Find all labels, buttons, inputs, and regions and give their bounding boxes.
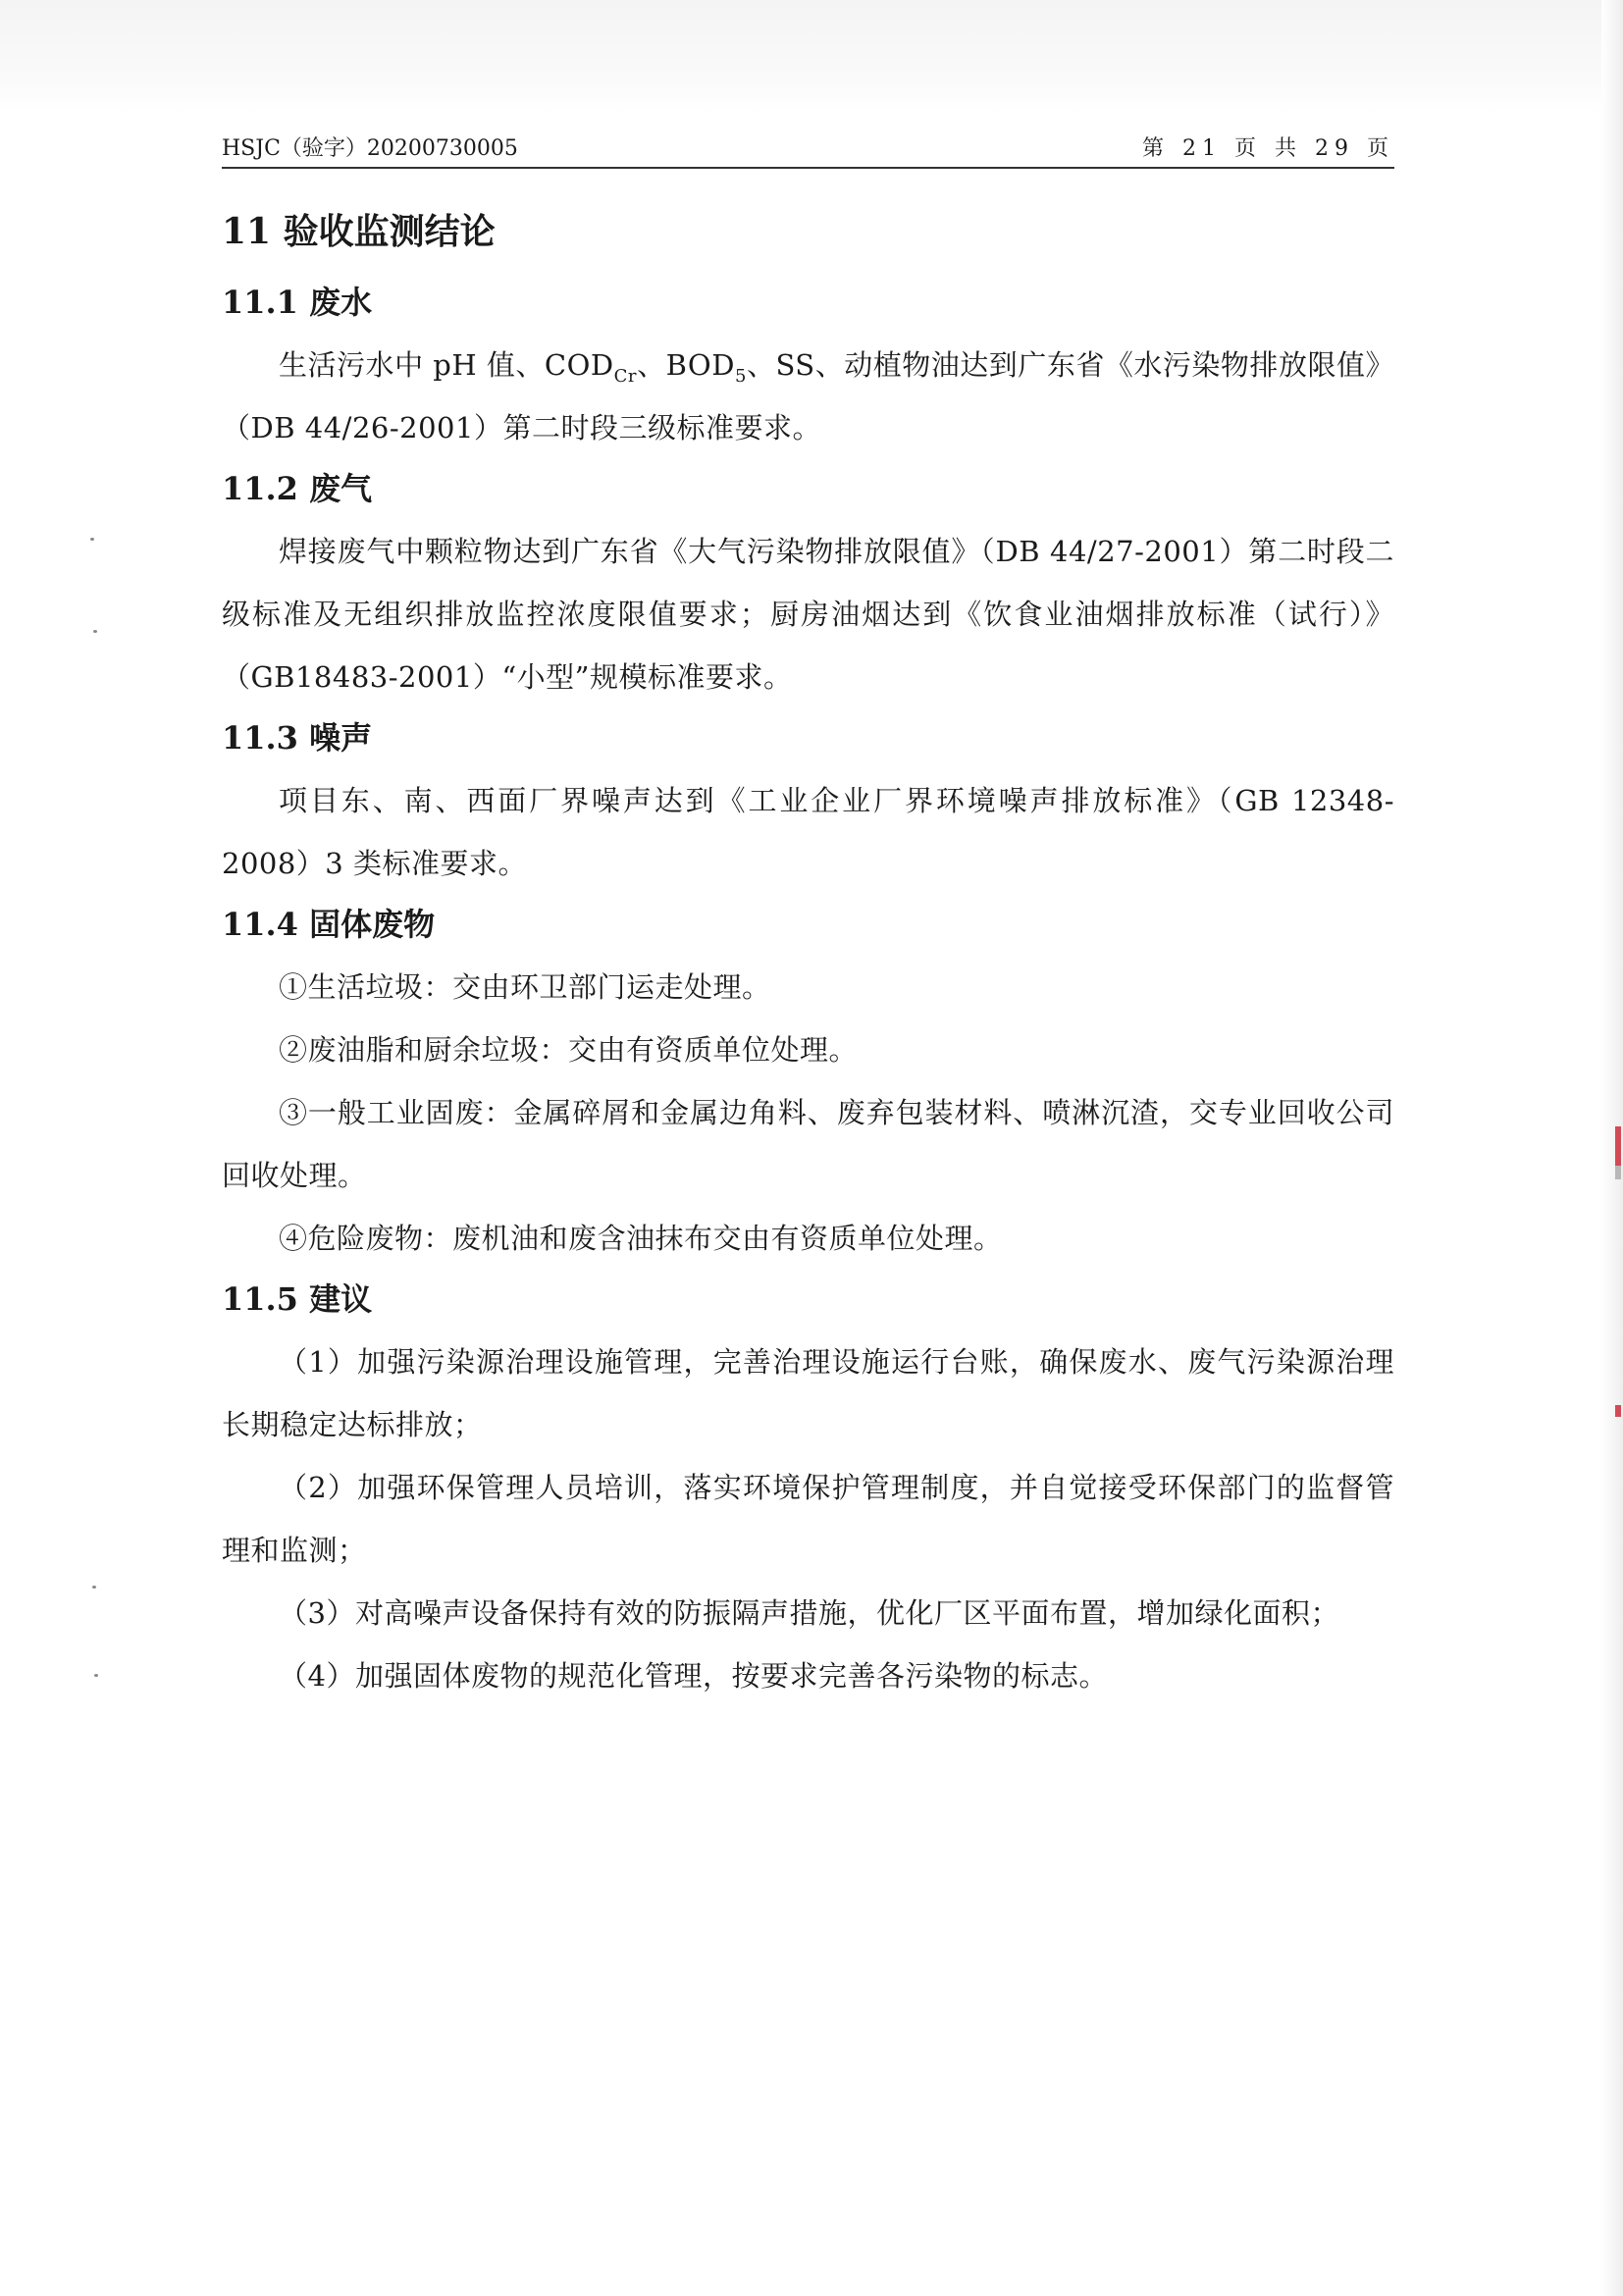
scan-speck [94, 1674, 98, 1677]
paragraph [222, 334, 1394, 459]
subscript: 5 [734, 365, 747, 387]
scan-speck [90, 538, 94, 541]
page-header [222, 131, 1394, 169]
text-run: 、BOD [637, 348, 735, 382]
document-number: HSJC（验字）20200730005 [222, 136, 518, 161]
text-run: 生活污水中 pH 值、COD [279, 348, 614, 382]
section-suggestions [222, 1276, 1394, 1707]
list-item: ③一般工业固废：金属碎屑和金属边角料、废弃包装材料、喷淋沉渣，交专业回收公司回收处理。 [222, 1096, 1394, 1192]
chapter-title: 11 验收监测结论 [222, 211, 496, 252]
subscript: Cr [613, 365, 638, 387]
list-item: （2）加强环保管理人员培训，落实环境保护管理制度，并自觉接受环保部门的监督管理和监测； [222, 1471, 1394, 1567]
list-item: （1）加强污染源治理设施管理，完善治理设施运行台账，确保废水、废气污染源治理长期稳定达标排放； [222, 1345, 1394, 1441]
paragraph: 项目东、南、西面厂界噪声达到《工业企业厂界环境噪声排放标准》（GB 12348-2008）3 类标准要求。 [222, 784, 1394, 880]
section-wastewater [222, 279, 1394, 459]
section-title: 11.2 废气 [222, 470, 373, 507]
section-title: 11.5 建议 [222, 1280, 373, 1318]
list-item: （4）加强固体废物的规范化管理，按要求完善各污染物的标志。 [279, 1659, 1108, 1693]
page-number: 第 21 页 共 29 页 [1142, 136, 1394, 161]
scan-shadow [0, 0, 1623, 113]
scan-mark [1615, 1166, 1621, 1179]
list-item: （3）对高噪声设备保持有效的防振隔声措施，优化厂区平面布置，增加绿化面积； [279, 1596, 1339, 1630]
scan-red-mark [1615, 1405, 1621, 1417]
section-waste-gas [222, 465, 1394, 708]
section-solid-waste [222, 901, 1394, 1270]
scan-red-mark [1615, 1126, 1621, 1166]
page-content [222, 204, 1394, 1713]
section-title: 11.1 废水 [222, 284, 373, 321]
section-noise [222, 714, 1394, 895]
scan-speck [92, 1586, 96, 1589]
section-title: 11.4 固体废物 [222, 906, 436, 943]
text-run: 、SS、动植物油达到广东省《水污染物排放限值》（DB 44/26-2001）第二时段三级标准要求。 [222, 348, 1394, 444]
list-item: ④危险废物：废机油和废含油抹布交由有资质单位处理。 [279, 1222, 1003, 1255]
list-item: ②废油脂和厨余垃圾：交由有资质单位处理。 [279, 1033, 859, 1067]
scan-speck [93, 630, 97, 633]
list-item: ①生活垃圾：交由环卫部门运走处理。 [279, 970, 771, 1004]
paragraph: 焊接废气中颗粒物达到广东省《大气污染物排放限值》（DB 44/27-2001）第二时段二级标准及无组织排放监控浓度限值要求；厨房油烟达到《饮食业油烟排放标准（试行）》（GB18483-2001）“小型”规模标准要求。 [222, 535, 1394, 694]
section-title: 11.3 噪声 [222, 719, 373, 757]
